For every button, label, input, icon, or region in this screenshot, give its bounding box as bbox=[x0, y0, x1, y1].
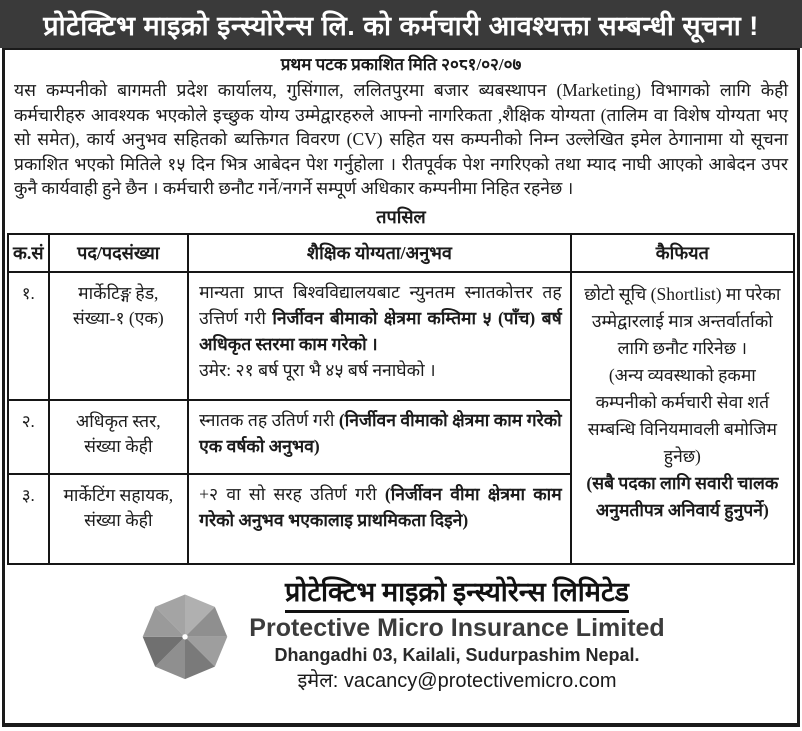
row3-sn: ३. bbox=[8, 474, 49, 564]
company-address: Dhangadhi 03, Kailali, Sudurpashim Nepal. bbox=[274, 644, 640, 665]
row2-post bbox=[49, 400, 189, 474]
email-label: इमेल: bbox=[297, 669, 344, 692]
row2-sn: २. bbox=[8, 400, 49, 474]
remarks-cell bbox=[571, 272, 794, 564]
remarks-license-note: (सबै पदका लागि सवारी चालक अनुमतीपत्र अनिवार्य हुनुपर्ने) bbox=[586, 472, 779, 520]
notice-title: प्रोटेक्टिभ माइक्रो इन्स्योरेन्स लि. को कर्मचारी आवश्यक्ता सम्बन्धी सूचना ! bbox=[43, 10, 759, 41]
row3-post-count: संख्या केही bbox=[84, 509, 153, 530]
row2-edu-text: स्नातक तह उतिर्ण गरी bbox=[199, 409, 339, 430]
header-sn: क.सं bbox=[8, 234, 49, 272]
notice-body bbox=[2, 48, 800, 727]
row1-sn: १. bbox=[8, 272, 49, 400]
company-email-line bbox=[249, 668, 664, 695]
row2-post-count: संख्या केही bbox=[84, 435, 153, 456]
row1-age-limit: उमेर: २१ बर्ष पूरा भै ४५ बर्ष ननाघेको । bbox=[199, 359, 436, 380]
row2-education bbox=[188, 400, 571, 474]
row1-post bbox=[49, 272, 189, 400]
row1-post-title: मार्केटिङ्ग हेड, bbox=[78, 282, 159, 303]
publish-date: प्रथम पटक प्रकाशित मिति २०८१/०२/०७ bbox=[280, 55, 522, 74]
company-info bbox=[249, 575, 664, 695]
row1-edu-text: मान्यता प्राप्त बिश्वविद्यालयबाट न्युनतम स्नातकोत्तर तह उत्तिर्ण गरी bbox=[199, 281, 562, 328]
table-row bbox=[8, 272, 794, 400]
row1-post-count: संख्या-१ (एक) bbox=[72, 307, 164, 328]
row2-post-title: अधिकृत स्तर, bbox=[75, 410, 161, 431]
remarks-shortlist-note: छोटो सूचि (Shortlist) मा परेका उम्मेद्वारलाई मात्र अन्तर्वार्ताको लागि छनौट गरिनेछ । bbox=[584, 283, 781, 358]
row1-education bbox=[188, 272, 571, 400]
row3-education bbox=[188, 474, 571, 564]
row3-edu-bold-text: (निर्जीवन वीमा क्षेत्रमा काम गरेको अनुभव भएकालाइ प्राथमिकता दिइने) bbox=[199, 483, 562, 530]
row3-edu-text: +२ वा सो सरह उतिर्ण गरी bbox=[199, 483, 385, 504]
section-label-tapasil: तपसिल bbox=[376, 206, 426, 227]
row2-edu-bold-text: (निर्जीवन वीमाको क्षेत्रमा काम गरेको एक वर्षको अनुभव) bbox=[199, 409, 562, 456]
email-address: vacancy@protectivemicro.com bbox=[343, 669, 617, 692]
company-logo bbox=[137, 590, 233, 680]
company-name-nepali: प्रोटेक्टिभ माइक्रो इन्स्योरेन्स लिमिटेड bbox=[285, 575, 629, 613]
vacancy-table bbox=[7, 233, 795, 565]
row3-post-title: मार्केटिंग सहायक, bbox=[63, 484, 174, 505]
company-footer bbox=[5, 565, 797, 699]
company-name-english: Protective Micro Insurance Limited bbox=[249, 613, 665, 642]
row1-edu-bold-text: निर्जीवन बीमाको क्षेत्रमा कम्तिमा ५ (पाँच) बर्ष अधिकृत स्तरमा काम गरेको । bbox=[199, 307, 562, 354]
header-education: शैक्षिक योग्यता/अनुभव bbox=[188, 234, 571, 272]
remarks-bylaws-note: (अन्य व्यवस्थाको हकमा कम्पनीको कर्मचारी सेवा शर्त सम्बन्धि विनियमावली बमोजिम हुनेछ) bbox=[587, 364, 777, 466]
umbrella-icon bbox=[137, 590, 233, 680]
intro-paragraph: यस कम्पनीको बागमती प्रदेश कार्यालय, गुसिंगाल, ललितपुरमा बजार ब्यबस्थापन (Marketing) विभागको लागि केही कर्मचारीहरु आवश्यक भएकोले इच्छुक योग्य उम्मेद्वारहरुले आफ्नो नागरिकता ,शैक्षिक योग्यता (तालिम वा विशेष योग्यता भए सो समेत), कार्य अनुभव सहितको ब्यक्तिगत विवरण (CV) सहित यस कम्पनीको निम्न उल्लेखित इमेल ठेगानामा यो सूचना प्रकाशित भएको मितिले १५ दिन भित्र आबेदन पेश गर्नुहोला । रीतपूर्वक पेश नगरिएको तथा म्याद नाघी आएको आबेदन उपर कुनै कार्यवाही हुने छैन । कर्मचारी छनौट गर्ने/नगर्ने सम्पूर्ण अधिकार कम्पनीमा निहित रहनेछ । bbox=[14, 80, 788, 198]
header-remarks: कैफियत bbox=[571, 234, 794, 272]
header-post: पद/पदसंख्या bbox=[49, 234, 189, 272]
row3-post bbox=[49, 474, 189, 564]
title-bar bbox=[0, 0, 802, 48]
table-header-row bbox=[8, 234, 794, 272]
